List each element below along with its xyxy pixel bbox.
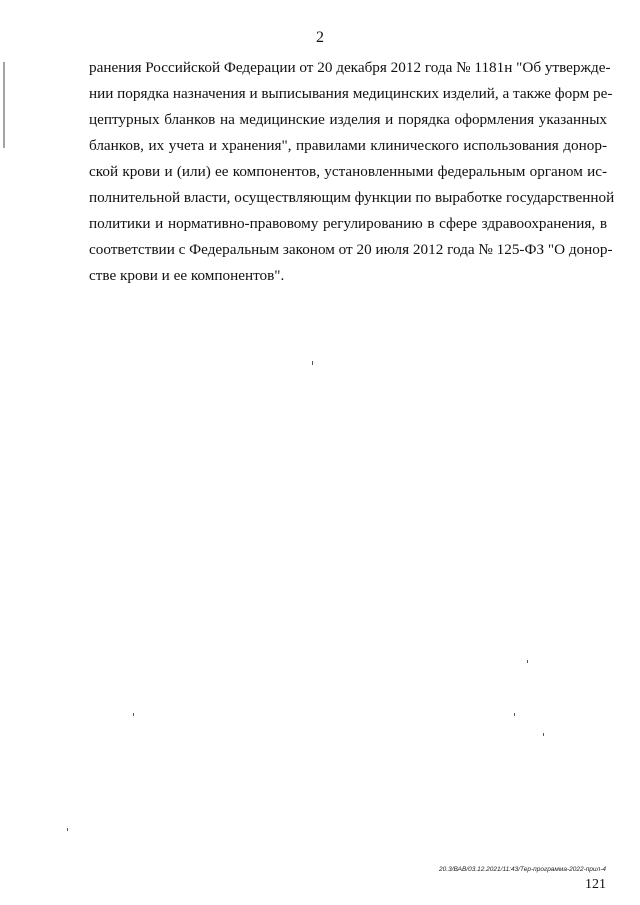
body-line: нии порядка назначения и выписывания медицинских изделий, а также форм ре- bbox=[89, 85, 613, 102]
body-line: бланков, их учета и хранения", правилами клинического использования донор- bbox=[89, 137, 607, 154]
page-number-top: 2 bbox=[316, 29, 324, 46]
scan-speck bbox=[312, 361, 313, 365]
page-number-bottom: 121 bbox=[585, 877, 606, 892]
body-line: цептурных бланков на медицинские изделия и порядка оформления указанных bbox=[89, 111, 607, 128]
body-line: политики и нормативно-правовому регулированию в сфере здравоохранения, в bbox=[89, 215, 607, 232]
scan-speck bbox=[514, 713, 515, 716]
scan-speck bbox=[133, 713, 134, 716]
body-line: ранения Российской Федерации от 20 декабря 2012 года № 1181н "Об утвержде- bbox=[89, 59, 611, 76]
body-line: стве крови и ее компонентов". bbox=[89, 267, 285, 284]
document-footer-code: 20.3/ВАВ/03.12.2021/11:43/Тер-программа-2022-прил-4 bbox=[439, 866, 606, 873]
body-line: ской крови и (или) ее компонентов, установленными федеральным органом ис- bbox=[89, 163, 607, 180]
scan-speck bbox=[67, 828, 68, 831]
body-line: соответствии с Федеральным законом от 20 июля 2012 года № 125-ФЗ "О донор- bbox=[89, 241, 613, 258]
body-paragraph bbox=[89, 55, 615, 289]
scan-speck bbox=[543, 733, 544, 736]
scan-speck bbox=[527, 660, 528, 663]
body-line: полнительной власти, осуществляющим функции по выработке государственной bbox=[89, 189, 615, 206]
scan-edge-mark bbox=[3, 62, 5, 148]
